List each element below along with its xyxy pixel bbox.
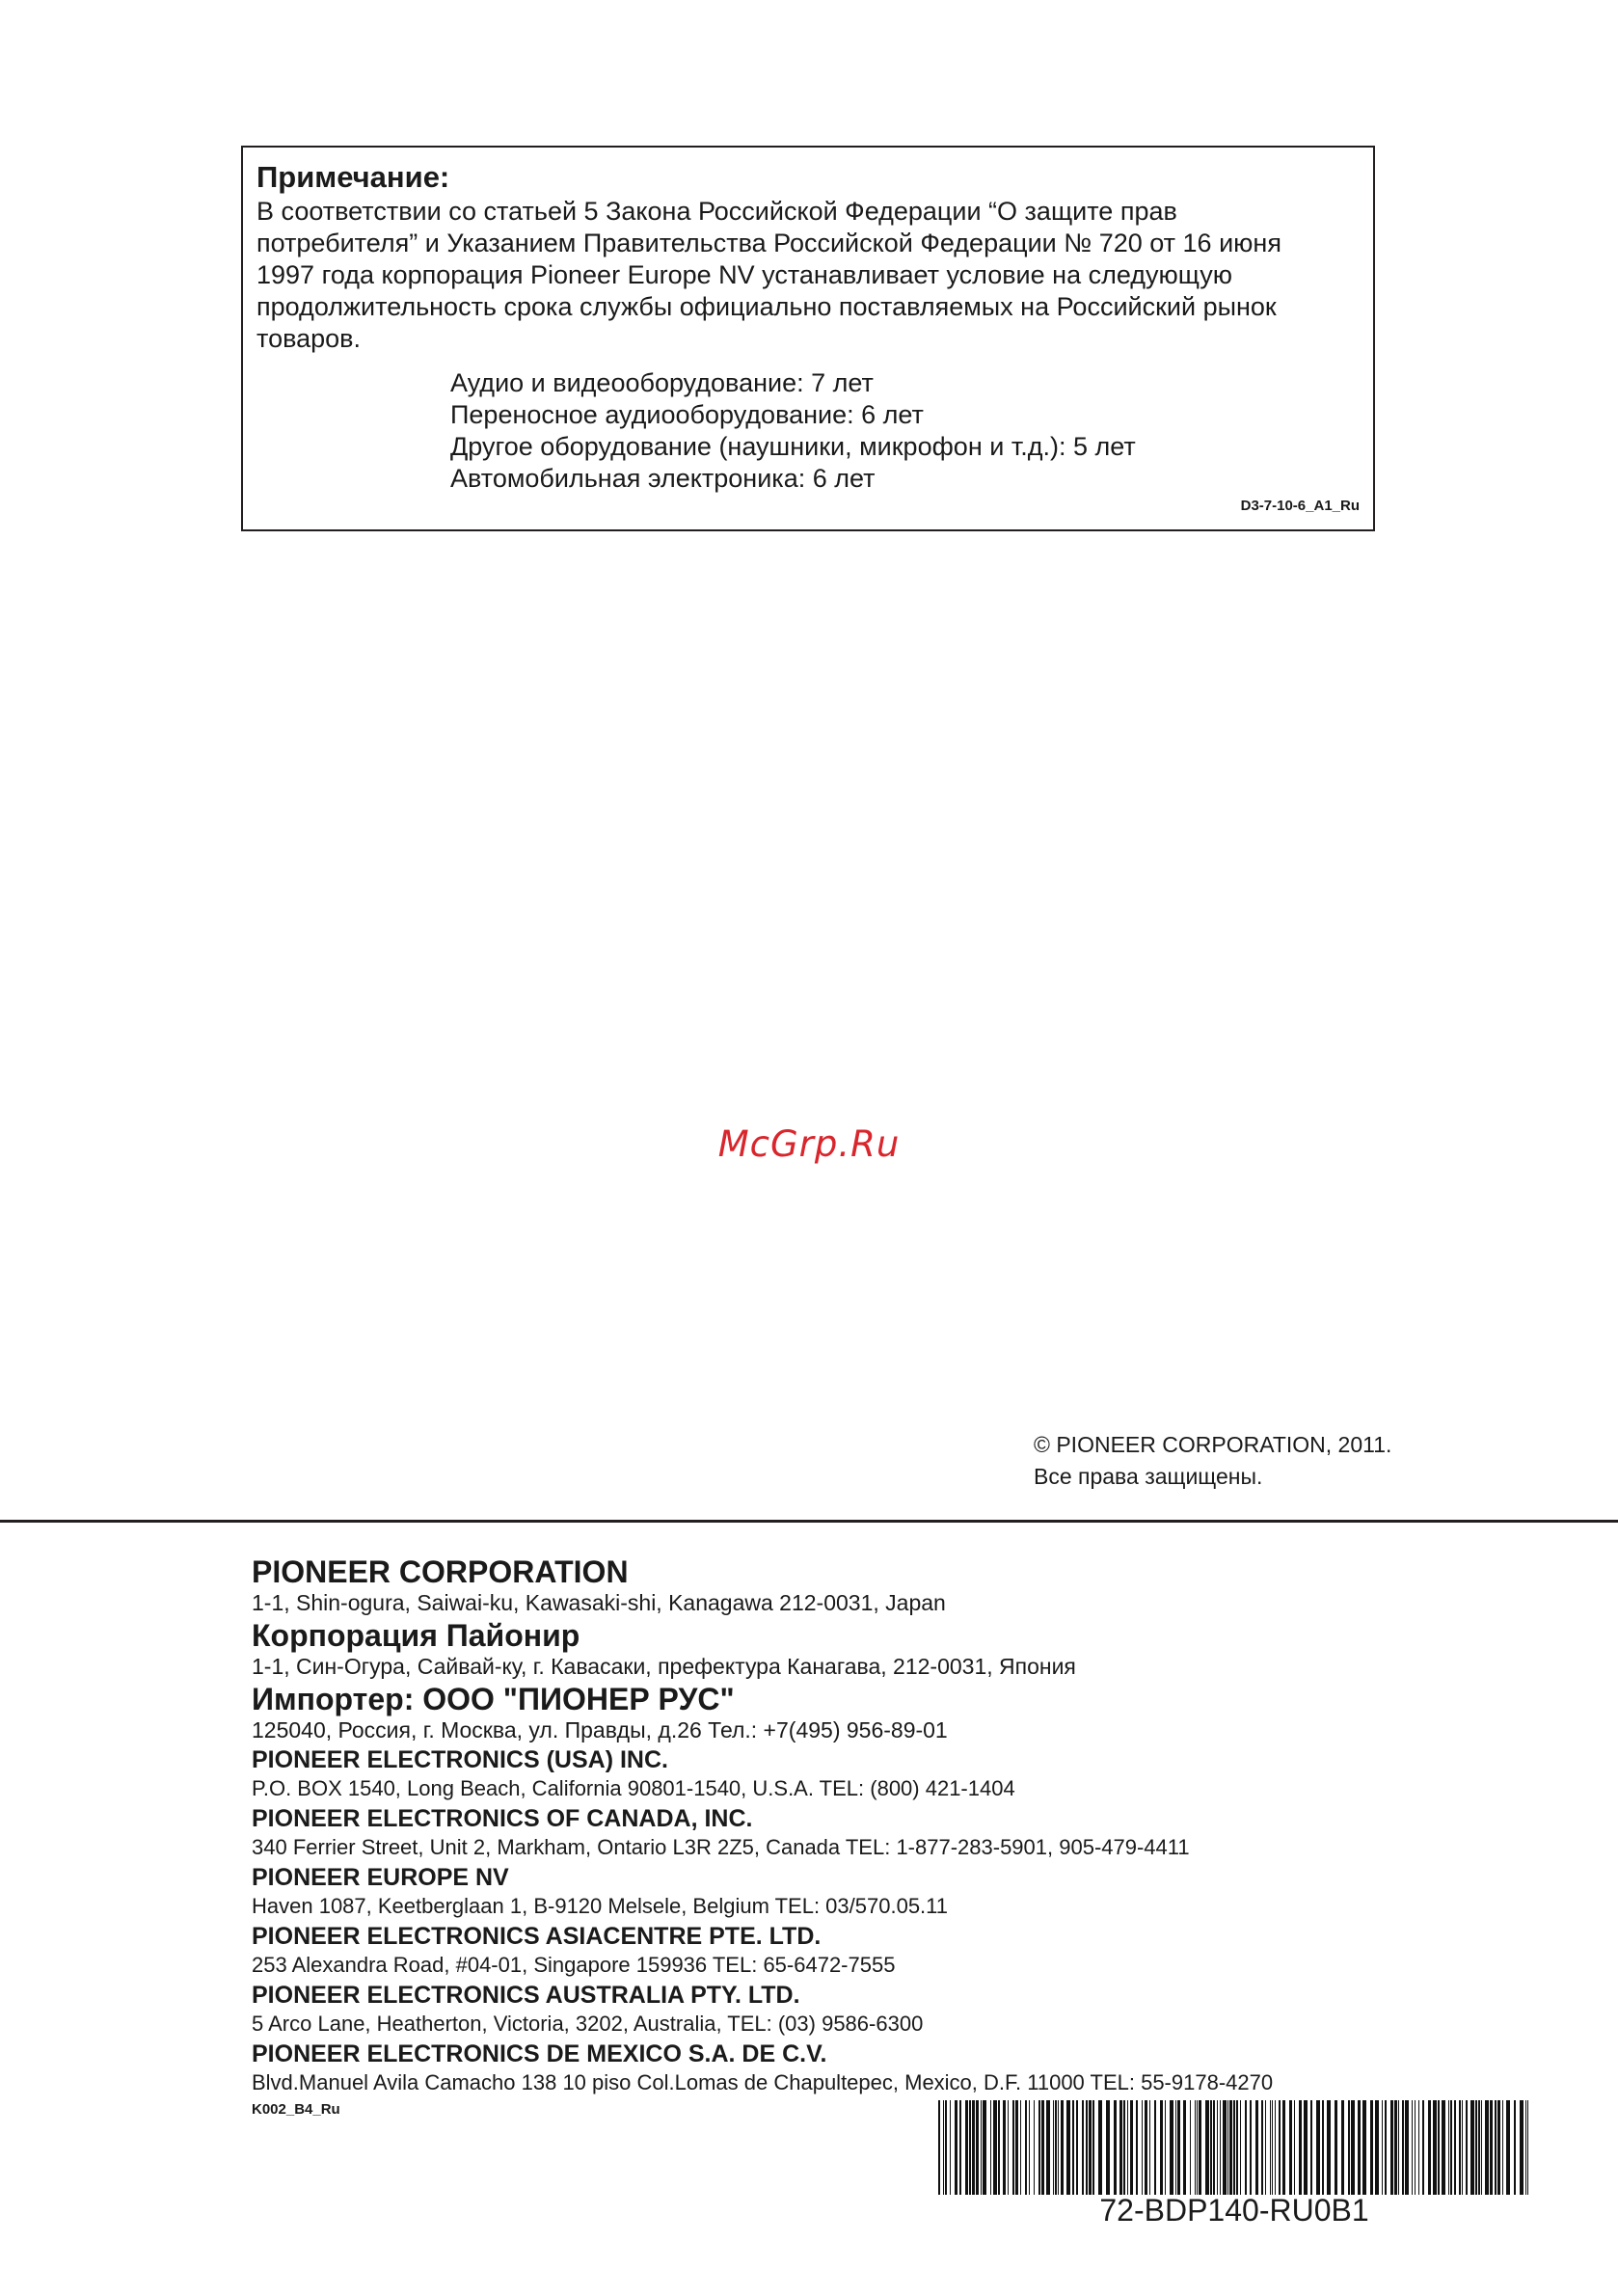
barcode-bar [1497, 2100, 1500, 2195]
barcode-bar [1038, 2100, 1040, 2195]
barcode-bar [981, 2100, 982, 2195]
barcode-bar [1003, 2100, 1006, 2195]
barcode-bar [1046, 2100, 1050, 2195]
barcode-bar [1082, 2100, 1084, 2195]
barcode [938, 2100, 1530, 2195]
note-line: товаров. [256, 324, 362, 353]
barcode-bar [1495, 2100, 1497, 2195]
company-name: Корпорация Пайонир [252, 1618, 580, 1653]
barcode-bar [1114, 2100, 1117, 2195]
barcode-bar [1304, 2100, 1308, 2195]
lifetime-note-box [241, 146, 1375, 531]
address-list [252, 1554, 1602, 2098]
barcode-bar [1210, 2100, 1212, 2195]
barcode-bar [1370, 2100, 1373, 2195]
barcode-bar [1310, 2100, 1312, 2195]
barcode-bar [1154, 2100, 1156, 2195]
barcode-bar [1177, 2100, 1180, 2195]
service-life-item: Автомобильная электроника: 6 лет [450, 464, 876, 493]
barcode-bar [998, 2100, 1000, 2195]
barcode-bar [1160, 2100, 1163, 2195]
watermark: McGrp.Ru [717, 1123, 901, 1165]
barcode-bar [1106, 2100, 1110, 2195]
barcode-bar [1236, 2100, 1238, 2195]
barcode-bar [1454, 2100, 1456, 2195]
barcode-bar [1089, 2100, 1092, 2195]
barcode-bar [1385, 2100, 1387, 2195]
office-name: PIONEER ELECTRONICS AUSTRALIA PTY. LTD. [252, 1982, 800, 2009]
barcode-bar [1282, 2100, 1285, 2195]
office-address: 253 Alexandra Road, #04-01, Singapore 159936 TEL: 65-6472-7555 [252, 1953, 896, 1977]
rights-line: Все права защищены. [1034, 1464, 1263, 1489]
barcode-bar [1351, 2100, 1355, 2195]
barcode-bar [1442, 2100, 1445, 2195]
barcode-bar [1322, 2100, 1324, 2195]
office-address: P.O. BOX 1540, Long Beach, California 90801-1540, U.S.A. TEL: (800) 421-1404 [252, 1776, 1015, 1800]
service-life-item: Аудио и видеооборудование: 7 лет [450, 368, 874, 397]
barcode-bar [1245, 2100, 1247, 2195]
barcode-bar [945, 2100, 947, 2195]
barcode-bar [1335, 2100, 1337, 2195]
barcode-bar [1149, 2100, 1150, 2195]
barcode-bar [955, 2100, 957, 2195]
barcode-bar [1195, 2100, 1196, 2195]
barcode-bar [1205, 2100, 1209, 2195]
barcode-bar [1502, 2100, 1503, 2195]
barcode-bar [1520, 2100, 1524, 2195]
barcode-bar [1275, 2100, 1276, 2195]
barcode-bar [1448, 2100, 1449, 2195]
office-address: Blvd.Manuel Avila Camacho 138 10 piso Col.Lomas de Chapultepec, Mexico, D.F. 11000 TEL: 55-9178-4270 [252, 2070, 1274, 2094]
service-life-item: Другое оборудование (наушники, микрофон и т.д.): 5 лет [450, 432, 1136, 461]
barcode-bar [1394, 2100, 1397, 2195]
barcode-bar [1272, 2100, 1273, 2195]
note-line: продолжительность срока службы официально поставляемых на Российский рынок [256, 292, 1277, 321]
barcode-bar [1220, 2100, 1221, 2195]
copyright-block [1034, 1429, 1391, 1493]
barcode-bar [1390, 2100, 1393, 2195]
office-address: 340 Ferrier Street, Unit 2, Markham, Ontario L3R 2Z5, Canada TEL: 1-877-283-5901, 905-479-4411 [252, 1835, 1190, 1859]
barcode-bar [1490, 2100, 1493, 2195]
barcode-bar [1506, 2100, 1510, 2195]
barcode-bar [1341, 2100, 1344, 2195]
barcode-bar [983, 2100, 986, 2195]
company-address: 1-1, Shin-ogura, Saiwai-ku, Kawasaki-shi, Kanagawa 212-0031, Japan [252, 1590, 946, 1615]
barcode-bar [1170, 2100, 1173, 2195]
barcode-bar [1053, 2100, 1054, 2195]
barcode-bar [1481, 2100, 1482, 2195]
importer-address: 125040, Россия, г. Москва, ул. Правды, д.26 Тел.: +7(495) 956-89-01 [252, 1717, 948, 1742]
barcode-bar [1294, 2100, 1295, 2195]
barcode-bar [1130, 2100, 1133, 2195]
barcode-bar [1412, 2100, 1413, 2195]
office-name: PIONEER ELECTRONICS DE MEXICO S.A. DE C.V. [252, 2040, 827, 2067]
office-name: PIONEER EUROPE NV [252, 1864, 509, 1891]
company-name: PIONEER CORPORATION [252, 1554, 629, 1589]
barcode-bar [1142, 2100, 1143, 2195]
barcode-bar [990, 2100, 991, 2195]
barcode-bar [1514, 2100, 1516, 2195]
barcode-bar [950, 2100, 951, 2195]
barcode-bar [1165, 2100, 1166, 2195]
barcode-bar [1029, 2100, 1030, 2195]
barcode-bar [1418, 2100, 1419, 2195]
barcode-bar [1034, 2100, 1035, 2195]
barcode-bar [993, 2100, 997, 2195]
barcode-bar [1223, 2100, 1227, 2195]
barcode-bar [965, 2100, 968, 2195]
barcode-bar [1405, 2100, 1409, 2195]
barcode-bar [1428, 2100, 1431, 2195]
barcode-bar [1255, 2100, 1258, 2195]
barcode-bar [1119, 2100, 1122, 2195]
barcode-bar [1375, 2100, 1379, 2195]
barcode-bar [1478, 2100, 1480, 2195]
note-paragraph [256, 196, 1360, 355]
barcode-bar [1086, 2100, 1088, 2195]
barcode-number: 72-BDP140-RU0B1 [1099, 2193, 1369, 2228]
barcode-bar [1279, 2100, 1281, 2195]
barcode-bar [1382, 2100, 1383, 2195]
barcode-bar [1015, 2100, 1018, 2195]
barcode-bar [1261, 2100, 1263, 2195]
barcode-bar [969, 2100, 971, 2195]
barcode-bar [1055, 2100, 1057, 2195]
barcode-bar [1466, 2100, 1468, 2195]
barcode-bar [1012, 2100, 1014, 2195]
barcode-bar [1299, 2100, 1302, 2195]
barcode-bar [1008, 2100, 1009, 2195]
barcode-bar [1316, 2100, 1320, 2195]
barcode-bar [1415, 2100, 1416, 2195]
barcode-bar [1145, 2100, 1147, 2195]
barcode-bar [1475, 2100, 1477, 2195]
barcode-bar [1422, 2100, 1424, 2195]
office-name: PIONEER ELECTRONICS (USA) INC. [252, 1746, 668, 1773]
barcode-bar [1438, 2100, 1440, 2195]
barcode-bar [1066, 2100, 1070, 2195]
barcode-bar [1072, 2100, 1074, 2195]
barcode-bar [1061, 2100, 1064, 2195]
barcode-bar [1459, 2100, 1461, 2195]
barcode-bar [1240, 2100, 1241, 2195]
note-line: В соответствии со статьей 5 Закона Российской Федерации “О защите прав [256, 197, 1177, 226]
barcode-bar [1041, 2100, 1044, 2195]
barcode-bar [1175, 2100, 1176, 2195]
barcode-bar [943, 2100, 944, 2195]
barcode-bar [1462, 2100, 1463, 2195]
barcode-bar [938, 2100, 940, 2195]
barcode-bar [1229, 2100, 1232, 2195]
barcode-bar [1250, 2100, 1252, 2195]
note-code: D3-7-10-6_A1_Ru [1240, 498, 1360, 514]
barcode-bar [1190, 2100, 1191, 2195]
barcode-bar [1433, 2100, 1437, 2195]
barcode-bar [1092, 2100, 1094, 2195]
barcode-bar [1470, 2100, 1474, 2195]
footer-code: K002_B4_Ru [252, 2101, 340, 2118]
barcode-bar [972, 2100, 975, 2195]
barcode-bar [1527, 2100, 1528, 2195]
office-name: PIONEER ELECTRONICS OF CANADA, INC. [252, 1805, 753, 1832]
barcode-bar [1265, 2100, 1266, 2195]
barcode-bar [1020, 2100, 1021, 2195]
barcode-bar [1327, 2100, 1331, 2195]
office-address: Haven 1087, Keetberglaan 1, B-9120 Melsele, Belgium TEL: 03/570.05.11 [252, 1894, 949, 1918]
barcode-bar [1217, 2100, 1218, 2195]
barcode-bar [1058, 2100, 1059, 2195]
copyright-line: © PIONEER CORPORATION, 2011. [1034, 1432, 1392, 1457]
barcode-bar [959, 2100, 961, 2195]
barcode-bar [1183, 2100, 1186, 2195]
barcode-bar [1362, 2100, 1366, 2195]
barcode-bar [1402, 2100, 1404, 2195]
importer-name: Импортер: ООО "ПИОНЕР РУС" [252, 1682, 735, 1716]
barcode-bar [1398, 2100, 1399, 2195]
company-address: 1-1, Син-Огура, Сайвай-ку, г. Кавасаки, префектура Канагава, 212-0031, Япония [252, 1654, 1076, 1679]
note-line: потребителя” и Указанием Правительства Российской Федерации № 720 от 16 июня [256, 229, 1281, 257]
barcode-bar [976, 2100, 979, 2195]
barcode-bar [1197, 2100, 1198, 2195]
barcode-bar [1485, 2100, 1489, 2195]
barcode-bar [1076, 2100, 1078, 2195]
divider-rule [0, 1520, 1618, 1523]
barcode-bar [1348, 2100, 1350, 2195]
note-line: 1997 года корпорация Pioneer Europe NV устанавливает условие на следующую [256, 260, 1233, 289]
barcode-bar [1227, 2100, 1228, 2195]
barcode-bar [1136, 2100, 1138, 2195]
barcode-bar [1199, 2100, 1201, 2195]
barcode-bar [1450, 2100, 1452, 2195]
barcode-bar [1270, 2100, 1271, 2195]
barcode-bar [1233, 2100, 1235, 2195]
office-name: PIONEER ELECTRONICS ASIACENTRE PTE. LTD. [252, 1923, 822, 1950]
service-life-item: Переносное аудиооборудование: 6 лет [450, 400, 924, 429]
barcode-bar [1098, 2100, 1102, 2195]
barcode-bar [1123, 2100, 1125, 2195]
barcode-bar [1289, 2100, 1292, 2195]
service-life-list [450, 367, 1360, 495]
barcode-bar [1213, 2100, 1215, 2195]
note-title: Примечание: [256, 160, 450, 194]
barcode-bar [1127, 2100, 1128, 2195]
barcode-bar [1358, 2100, 1361, 2195]
barcode-bar [1525, 2100, 1526, 2195]
office-address: 5 Arco Lane, Heatherton, Victoria, 3202, Australia, TEL: (03) 9586-6300 [252, 2012, 924, 2036]
barcode-bar [1025, 2100, 1027, 2195]
